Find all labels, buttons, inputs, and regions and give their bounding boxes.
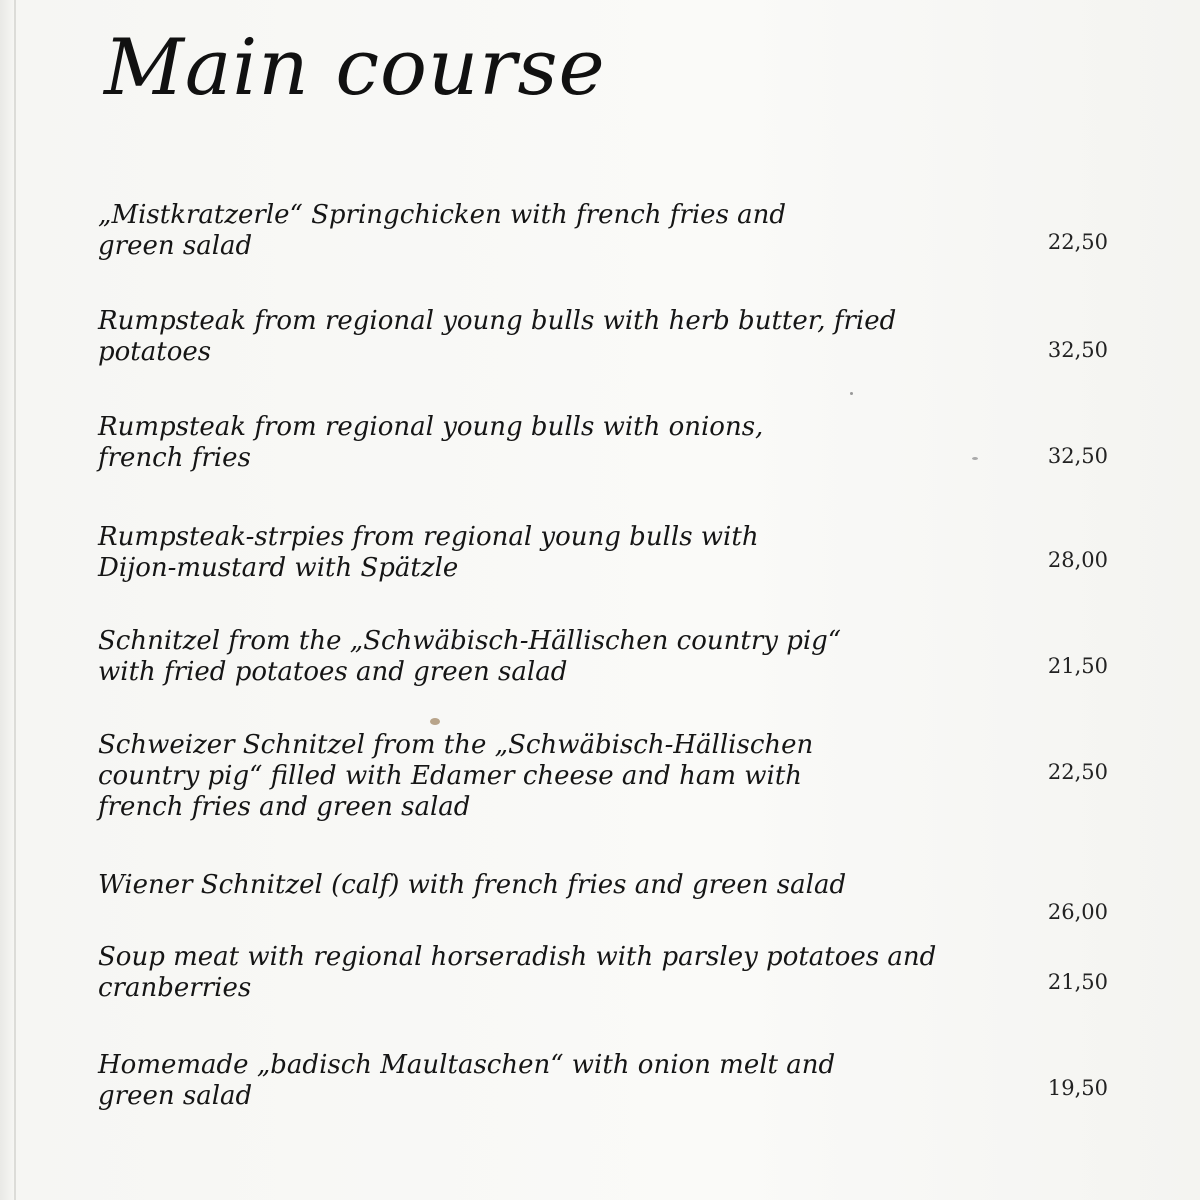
menu-title: Main course [104, 23, 606, 113]
paper-speck [972, 457, 978, 460]
item-description: Schweizer Schnitzel from the „Schwäbisch-Hällischen country pig“ filled with Edamer cheese and ham with french fries and green salad [98, 730, 814, 822]
item-description: Rumpsteak-strpies from regional young bulls with Dijon-mustard with Spätzle [98, 522, 759, 583]
paper-stain [430, 718, 440, 725]
item-price: 19,50 [1047, 1076, 1108, 1100]
paper-speck [850, 392, 853, 395]
item-description: Rumpsteak from regional young bulls with herb butter, fried potatoes [98, 306, 897, 367]
item-description: Schnitzel from the „Schwäbisch-Hällischen country pig“ with fried potatoes and green salad [98, 626, 842, 687]
item-price: 32,50 [1047, 338, 1108, 362]
item-price: 22,50 [1047, 760, 1108, 784]
item-price: 21,50 [1047, 654, 1108, 678]
item-price: 28,00 [1047, 548, 1108, 572]
item-price: 26,00 [1047, 900, 1108, 924]
item-price: 32,50 [1047, 444, 1108, 468]
page-edge [14, 0, 16, 1200]
item-description: „Mistkratzerle“ Springchicken with french fries and green salad [98, 200, 787, 261]
item-description: Soup meat with regional horseradish with parsley potatoes and cranberries [98, 942, 937, 1003]
item-description: Wiener Schnitzel (calf) with french fries and green salad [98, 870, 847, 900]
item-price: 22,50 [1047, 230, 1108, 254]
item-price: 21,50 [1047, 970, 1108, 994]
item-description: Homemade „badisch Maultaschen“ with onion melt and green salad [98, 1050, 836, 1111]
item-description: Rumpsteak from regional young bulls with onions, french fries [98, 412, 764, 473]
